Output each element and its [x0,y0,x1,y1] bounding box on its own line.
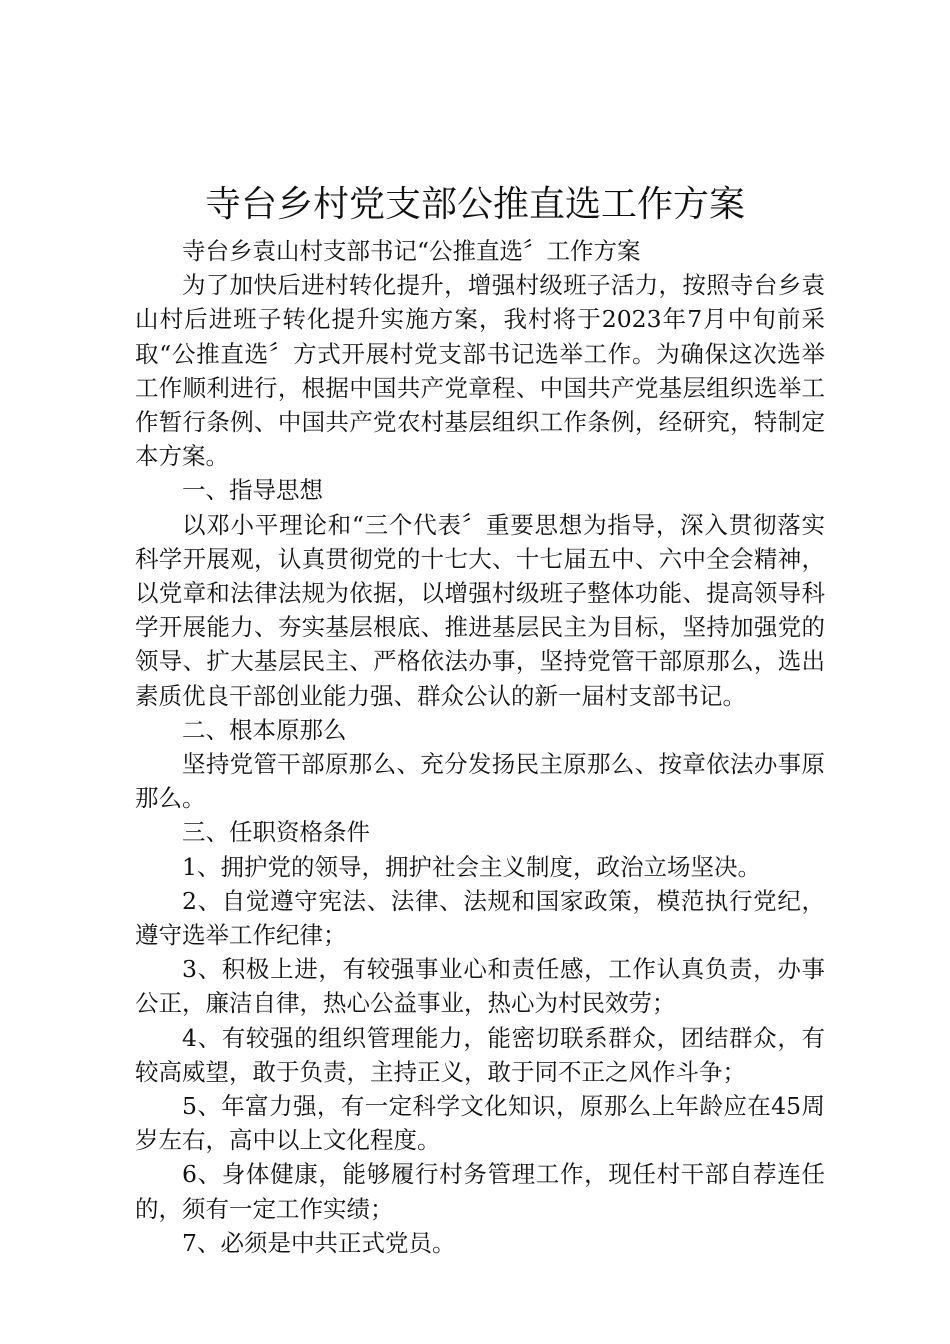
section-heading-basic-principles: 二、根本原那么 [182,715,347,744]
section-heading-guiding-ideology: 一、指导思想 [182,476,323,505]
qualification-item: 1、拥护党的领导，拥护社会主义制度，政治立场坚决。 [182,852,761,881]
qualification-item: 6、身体健康，能够履行村务管理工作，现任村干部自荐连任的，须有一定工作实绩； [135,1160,825,1223]
document-title: 寺台乡村党支部公推直选工作方案 [204,184,745,225]
qualification-item: 4、有较强的组织管理能力，能密切联系群众，团结群众，有较高威望，敢于负责，主持正义，敢于同不正之风作斗争； [135,1023,825,1086]
qualification-item: 2、自觉遵守宪法、法律、法规和国家政策，模范执行党纪，遵守选举工作纪律； [135,886,825,950]
document-body [135,234,825,1260]
subtitle-paragraph: 寺台乡袁山村支部书记“公推直选〞工作方案 [182,237,641,265]
qualification-item: 7、必须是中共正式党员。 [182,1228,456,1257]
qualification-item: 3、积极上进，有较强事业心和责任感，工作认真负责，办事公正，廉洁自律，热心公益事业，热心为村民效劳； [135,955,825,1018]
section-heading-qualifications: 三、任职资格条件 [182,818,370,847]
guiding-ideology-paragraph: 以邓小平理论和“三个代表〞重要思想为指导，深入贯彻落实科学开展观，认真贯彻党的十七大、十七届五中、六中全会精神，以党章和法律法规为依据，以增强村级班子整体功能、提高领导科学开展能力、夯实基层根底、推进基层民主为目标，坚持加强党的领导、扩大基层民主、严格依法办事，坚持党管干部原那么，选出素质优良干部创业能力强、群众公认的新一届村支部书记。 [135,510,825,710]
qualification-item: 5、年富力强，有一定科学文化知识，原那么上年龄应在45周岁左右，高中以上文化程度。 [135,1092,825,1155]
intro-paragraph: 为了加快后进村转化提升，增强村级班子活力，按照寺台乡袁山村后进班子转化提升实施方案，我村将于2023年7月中旬前采取“公推直选〞方式开展村党支部书记选举工作。为确保这次选举工作顺利进行，根据中国共产党章程、中国共产党基层组织选举工作暂行条例、中国共产党农村基层组织工作条例，经研究，特制定本方案。 [135,271,825,471]
basic-principles-paragraph: 坚持党管干部原那么、充分发扬民主原那么、按章依法办事原那么。 [135,750,825,813]
